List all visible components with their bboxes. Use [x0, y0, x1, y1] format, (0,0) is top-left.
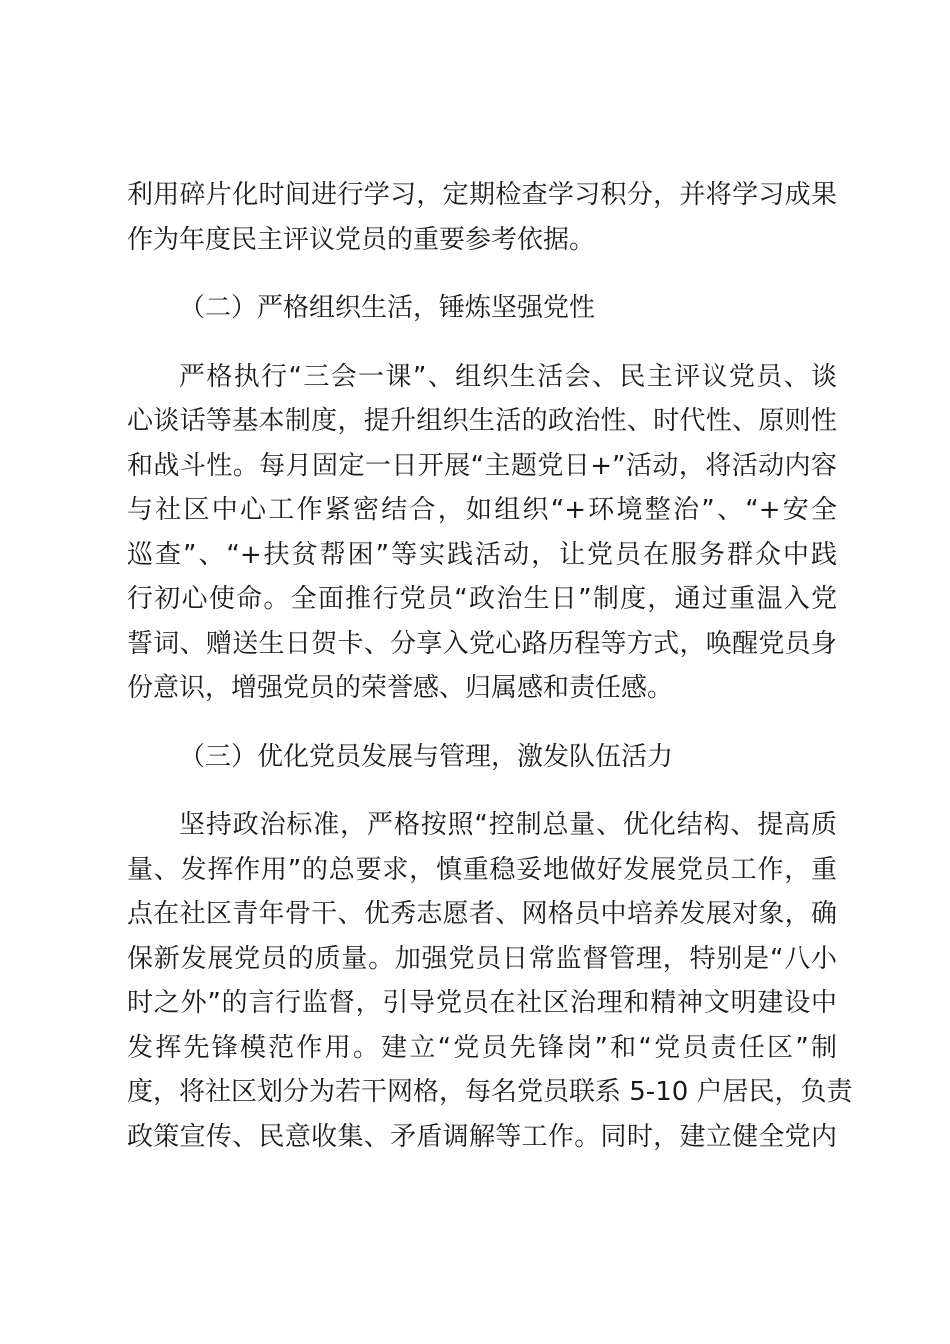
- text-line: 政策宣传、民意收集、矛盾调解等工作。同时，建立健全党内: [127, 1121, 837, 1152]
- paragraph-3: [127, 803, 853, 1159]
- text-line: 点在社区青年骨干、优秀志愿者、网格员中培养发展对象，确: [127, 899, 837, 929]
- text-line: 与社区中心工作紧密结合，如组织“+环境整治”、“+安全: [127, 495, 837, 525]
- text-line: 份意识，增强党员的荣誉感、归属感和责任感。: [127, 673, 674, 703]
- section-heading-3: （三）优化党员发展与管理，激发队伍活力: [179, 741, 674, 772]
- text-line: 心谈话等基本制度，提升组织生活的政治性、时代性、原则性: [127, 406, 837, 436]
- text-line: 行初心使命。全面推行党员“政治生日”制度，通过重温入党: [127, 584, 837, 614]
- text-line: 巡查”、“+扶贫帮困”等实践活动，让党员在服务群众中践: [127, 539, 837, 570]
- document-body: [127, 173, 853, 1159]
- section-heading-2: （二）严格组织生活，锤炼坚强党性: [179, 293, 596, 323]
- text-line: 严格执行“三会一课”、组织生活会、民主评议党员、谈: [179, 361, 837, 392]
- text-line: 利用碎片化时间进行学习，定期检查学习积分，并将学习成果: [127, 180, 837, 210]
- text-line: 发挥先锋模范作用。建立“党员先锋岗”和“党员责任区”制: [127, 1032, 837, 1063]
- text-line: 度，将社区划分为若干网格，每名党员联系 5-10 户居民，负责: [127, 1077, 853, 1107]
- text-line: 保新发展党员的质量。加强党员日常监督管理，特别是“八小: [127, 943, 837, 974]
- text-line: 坚持政治标准，严格按照“控制总量、优化结构、提高质: [179, 810, 837, 840]
- text-line: 量、发挥作用”的总要求，慎重稳妥地做好发展党员工作，重: [127, 854, 837, 885]
- text-line: 和战斗性。每月固定一日开展“主题党日+”活动，将活动内容: [127, 450, 837, 481]
- paragraph-1: [127, 173, 837, 262]
- paragraph-2: [127, 355, 837, 711]
- text-line: 誓词、赠送生日贺卡、分享入党心路历程等方式，唤醒党员身: [127, 628, 837, 659]
- text-line: 作为年度民主评议党员的重要参考依据。: [127, 224, 596, 255]
- text-line: 时之外”的言行监督，引导党员在社区治理和精神文明建设中: [127, 988, 837, 1018]
